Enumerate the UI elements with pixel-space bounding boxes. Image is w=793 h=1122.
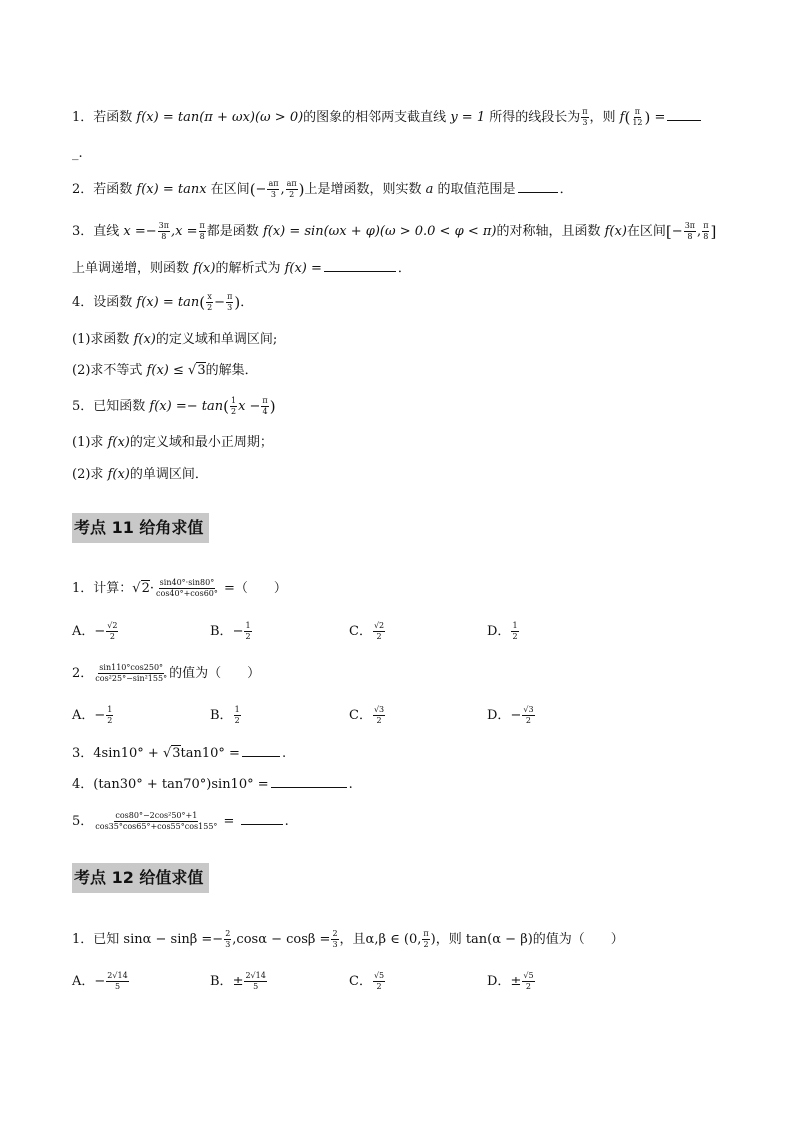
question-text: . xyxy=(348,777,353,792)
question-b5 xyxy=(72,810,289,832)
question-text: ． xyxy=(559,182,573,197)
fraction: $\frac{a\pi}{3}$ xyxy=(268,179,279,199)
question-text: 计算： xyxy=(93,581,133,596)
fraction: $\frac{\pi}{8}$ xyxy=(199,221,205,241)
fraction: $\frac{\pi}{3}$ xyxy=(582,107,588,127)
equation: x − xyxy=(238,399,261,414)
question-b2 xyxy=(72,663,260,684)
sqrt-radicand: 3 xyxy=(172,746,181,761)
fraction: $\frac{2}{3}$ xyxy=(225,929,231,949)
question-text: 上单调递增，则函数 xyxy=(72,261,194,276)
question-number: 5． xyxy=(72,399,94,414)
question-text: (0, xyxy=(403,932,422,947)
fraction: $\frac{\pi}{3}$ xyxy=(227,292,233,312)
question-text: 已知函数 xyxy=(93,399,150,414)
option-d[interactable]: D． $\frac{1}{2}$ xyxy=(487,621,518,641)
question-text: =（ ） xyxy=(219,581,287,596)
question-number: 3． xyxy=(72,746,94,761)
fraction: $\frac{3\pi}{8}$ xyxy=(158,221,170,241)
function-expr: f(x) = tanx xyxy=(136,182,207,197)
question-a3-continuation xyxy=(72,257,411,279)
equation: x =− xyxy=(123,224,157,239)
question-text: 的值为（ ） xyxy=(169,666,261,681)
function-name: f(x) xyxy=(133,332,156,347)
question-text: 所得的线段长为 xyxy=(485,110,581,125)
question-text: (tan30° + tan70°)sin10° = xyxy=(93,777,269,792)
question-text: 的定义域和单调区间; xyxy=(155,332,278,347)
question-a5-part2 xyxy=(72,465,208,485)
question-a4: 4．设函数 f(x) = tan( $\frac{x}{2}$ − $\frac{\pi}{3}$ )． xyxy=(72,292,254,312)
option-d[interactable]: D．− $\frac{√3}{2}$ xyxy=(487,705,534,725)
question-text: . xyxy=(281,746,287,761)
sqrt-radicand: 3 xyxy=(197,363,206,378)
question-text: 的解析式为 xyxy=(215,261,285,276)
fraction: $\frac{\sin 110^\circ\cos 250^\circ}{\text{cos²25°−sin²155°}}$ xyxy=(95,663,168,683)
question-text: 的解集． xyxy=(205,363,258,378)
option-c[interactable]: C． $\frac{√5}{2}$ xyxy=(349,971,385,991)
function-name: f(x) xyxy=(107,467,130,482)
question-text: (1)求函数 xyxy=(72,332,134,347)
question-a5: 5．已知函数 f(x) =− tan( $\frac{1}{2}$ x − $\frac{\pi}{4}$ ) xyxy=(72,396,276,416)
question-text: . xyxy=(284,814,289,829)
answer-blank[interactable] xyxy=(241,810,283,825)
question-text: (2)求 xyxy=(72,467,108,482)
section-heading-12: 考点 12 给值求值 xyxy=(72,863,209,893)
question-a4-part2: (2)求不等式 f(x) ≤ √3的解集． xyxy=(72,363,258,378)
question-text: 的定义域和最小正周期； xyxy=(129,435,273,450)
question-text: 若函数 xyxy=(93,182,137,197)
question-text: 4sin10° + xyxy=(93,746,163,761)
question-text: ． xyxy=(240,295,254,310)
question-text: 已知 sinα − sinβ =− xyxy=(93,932,224,947)
question-text: 的取值范围是 xyxy=(433,182,516,197)
fraction: $\frac{\text{cos80°−2cos²50°+1}}{\cos 35^\circ\cos 65^\circ+\cos 55^\circ\cos 155^\circ}$ xyxy=(95,811,218,831)
fraction: $\frac{1}{2}$ xyxy=(230,396,237,416)
question-text: = xyxy=(650,110,666,125)
function-name: f(x) xyxy=(193,261,216,276)
fraction: $\frac{\pi}{12}$ xyxy=(632,107,643,127)
question-text: 的单调区间． xyxy=(129,467,208,482)
fraction: $\frac{\pi}{8}$ xyxy=(703,221,709,241)
question-number: 5． xyxy=(72,814,94,829)
question-text: ,cosα − cosβ = xyxy=(232,932,331,947)
question-text: ，则 tan(α − β)的值为（ ） xyxy=(435,932,624,947)
answer-blank[interactable] xyxy=(242,742,280,757)
question-text: ，且α,β ∈ xyxy=(339,932,404,947)
fraction: $\frac{x}{2}$ xyxy=(207,292,213,312)
option-b[interactable]: B．− $\frac{1}{2}$ xyxy=(210,621,251,641)
question-a1: 1．若函数 f(x) = tan(π + ωx)(ω > 0)的图象的相邻两支截直线 y = 1 所得的线段长为 $\frac{\pi}{3}$ ，则 f( $\frac{\pi}{12}$ ) = xyxy=(72,106,703,128)
question-text: 若函数 xyxy=(93,110,137,125)
function-expr: f(x) = tan xyxy=(136,295,200,310)
question-text: (2)求不等式 xyxy=(72,363,147,378)
question-text: 都是函数 xyxy=(206,224,263,239)
function-name: f(x) xyxy=(107,435,130,450)
sqrt-radicand: 2 xyxy=(141,581,150,596)
question-text: = xyxy=(219,814,239,829)
fraction: $\frac{\pi}{4}$ xyxy=(262,396,268,416)
question-text: _. xyxy=(72,146,83,161)
question-a2: 2．若函数 f(x) = tanx 在区间(− $\frac{a\pi}{3}$ , $\frac{a\pi}{2}$ )上是增函数，则实数 a 的取值范围是 ． xyxy=(72,179,573,199)
question-number: 1． xyxy=(72,581,94,596)
question-number: 4． xyxy=(72,295,94,310)
option-a[interactable]: A．− $\frac{√2}{2}$ xyxy=(72,621,118,641)
variable: a xyxy=(425,182,434,197)
option-c[interactable]: C． $\frac{√2}{2}$ xyxy=(349,621,385,641)
question-a3: 3．直线 x =− $\frac{3\pi}{8}$ ,x = $\frac{\pi}{8}$ 都是函数 f(x) = sin(ωx + φ)(ω > 0.0 < φ < π)的对称轴，且函数 f(x)在区间[− $\frac{3\pi}{8}$ , $\frac{\pi}{8}$ ] xyxy=(72,221,717,241)
question-text: ) xyxy=(430,932,436,947)
answer-blank[interactable] xyxy=(271,773,347,788)
question-a4-part1 xyxy=(72,330,277,350)
question-text: 直线 xyxy=(93,224,124,239)
question-number: 3． xyxy=(72,224,94,239)
function-expr: f(x) = tan(π + ωx)(ω > 0) xyxy=(136,110,304,125)
question-number: 2． xyxy=(72,666,94,681)
question-text: (1)求 xyxy=(72,435,108,450)
answer-blank[interactable] xyxy=(667,106,701,121)
question-text: tan10° = xyxy=(180,746,240,761)
question-number: 1． xyxy=(72,932,94,947)
question-text: ，则 xyxy=(589,110,620,125)
option-a[interactable]: A．− $\frac{2√14}{5}$ xyxy=(72,971,128,991)
question-text: 的图象的相邻两支截直线 xyxy=(303,110,451,125)
fraction: $\frac{3\pi}{8}$ xyxy=(684,221,696,241)
line-expr: y = 1 xyxy=(450,110,486,125)
option-b[interactable]: B．± $\frac{2√14}{5}$ xyxy=(210,971,266,991)
function-name: f xyxy=(619,110,625,125)
fraction: $\frac{a\pi}{2}$ xyxy=(286,179,297,199)
function-expr: f(x) =− tan xyxy=(149,399,224,414)
option-a[interactable]: A．− $\frac{1}{2}$ xyxy=(72,705,113,725)
question-c1 xyxy=(72,929,624,950)
question-number: 1． xyxy=(72,110,94,125)
question-text: 上是增函数，则实数 xyxy=(304,182,426,197)
section-heading-11: 考点 11 给角求值 xyxy=(72,513,209,543)
question-b4 xyxy=(72,773,353,795)
equation: ,x = xyxy=(171,224,198,239)
question-b1: 1．计算：√2· $\frac{\sin 40^\circ\cdot\sin 80^\circ}{\cos 40^\circ+\cos 60^\circ}$ =（ ） xyxy=(72,578,287,598)
question-number: 4． xyxy=(72,777,94,792)
fraction: $\frac{\sin 40^\circ\cdot\sin 80^\circ}{\cos 40^\circ+\cos 60^\circ}$ xyxy=(156,578,218,598)
question-a1-continuation xyxy=(72,144,83,164)
answer-blank[interactable] xyxy=(324,257,396,272)
function-expr: f(x) = sin(ωx + φ)(ω > 0.0 < φ < π) xyxy=(262,224,497,239)
question-text: · xyxy=(149,581,155,596)
question-text: 在区间 xyxy=(206,182,250,197)
question-text: ． xyxy=(397,261,411,276)
function-name: f(x) = xyxy=(284,261,322,276)
question-number: 2． xyxy=(72,182,94,197)
function-name: f(x) ≤ xyxy=(146,363,189,378)
question-b3: 3．4sin10° + √3tan10° = . xyxy=(72,742,286,764)
answer-blank[interactable] xyxy=(518,178,558,193)
fraction: $\frac{2}{3}$ xyxy=(332,929,338,949)
question-text: 设函数 xyxy=(93,295,137,310)
fraction: $\frac{\pi}{2}$ xyxy=(423,929,429,949)
option-d[interactable]: D．± $\frac{√5}{2}$ xyxy=(487,971,534,991)
option-c[interactable]: C． $\frac{√3}{2}$ xyxy=(349,705,385,725)
option-b[interactable]: B． $\frac{1}{2}$ xyxy=(210,705,240,725)
function-name: f(x) xyxy=(604,224,627,239)
question-text: 的对称轴，且函数 xyxy=(496,224,605,239)
question-a5-part1 xyxy=(72,433,273,453)
question-text: 在区间 xyxy=(626,224,666,239)
